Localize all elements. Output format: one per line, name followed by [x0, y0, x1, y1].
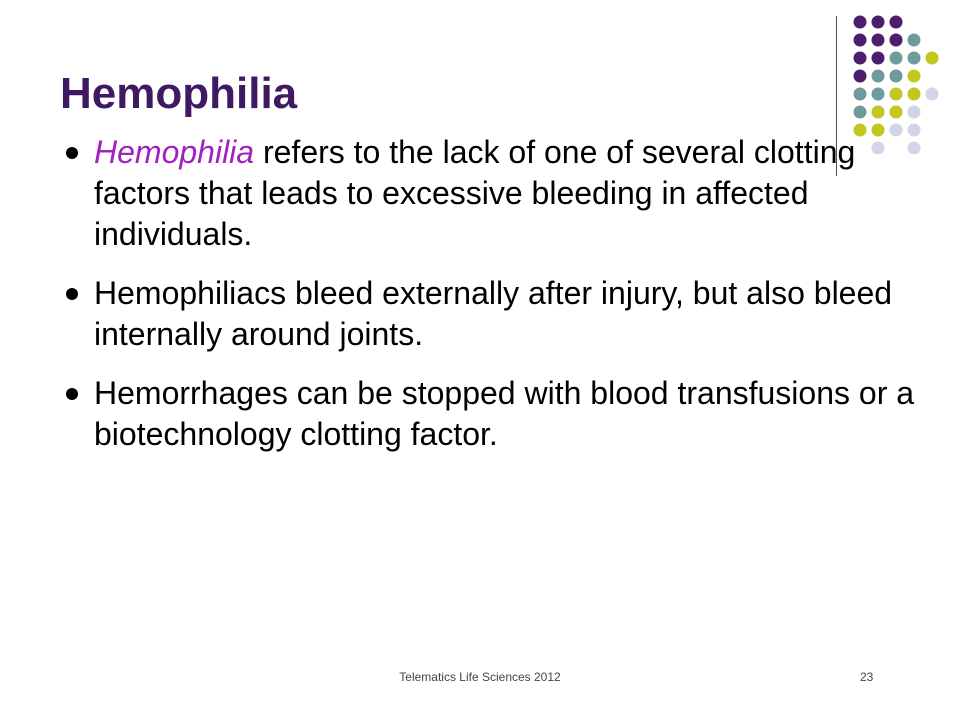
bullet-emphasis: Hemophilia: [94, 134, 255, 170]
grid-dot-purple: [854, 34, 867, 47]
grid-dot-teal: [854, 88, 867, 101]
grid-dot-olive: [908, 70, 921, 83]
grid-dot-olive: [890, 88, 903, 101]
grid-dot-lavender: [926, 88, 939, 101]
grid-dot-teal: [872, 88, 885, 101]
grid-dot-purple: [872, 34, 885, 47]
bullet-item: [60, 373, 920, 455]
bullet-item: [60, 132, 920, 255]
grid-dot-teal: [890, 70, 903, 83]
grid-dot-purple: [854, 52, 867, 65]
grid-dot-olive: [890, 106, 903, 119]
grid-dot-olive: [926, 52, 939, 65]
grid-dot-purple: [890, 16, 903, 29]
grid-dot-teal: [872, 70, 885, 83]
grid-dot-olive: [872, 106, 885, 119]
bullet-text: Hemophiliacs bleed externally after injury, but also bleed internally around joints.: [94, 275, 893, 352]
bullet-dot-icon: [66, 388, 78, 400]
grid-dot-teal: [908, 34, 921, 47]
bullet-item: [60, 273, 920, 355]
grid-dot-purple: [854, 16, 867, 29]
grid-dot-purple: [872, 52, 885, 65]
bullet-dot-icon: [66, 147, 78, 159]
footer-text: Telematics Life Sciences 2012: [399, 670, 561, 684]
grid-dot-lavender: [908, 106, 921, 119]
grid-dot-teal: [908, 52, 921, 65]
grid-dot-purple: [890, 34, 903, 47]
page-number: 23: [860, 670, 874, 684]
grid-dot-olive: [908, 88, 921, 101]
grid-dot-teal: [890, 52, 903, 65]
grid-dot-purple: [854, 70, 867, 83]
bullet-text: refers to the lack of one of several clotting factors that leads to excessive bleeding in affected individuals.: [94, 134, 856, 252]
bullet-dot-icon: [66, 288, 78, 300]
grid-dot-teal: [854, 106, 867, 119]
bullet-list: [60, 132, 920, 473]
grid-dot-purple: [872, 16, 885, 29]
slide-title: Hemophilia: [60, 69, 298, 118]
bullet-text: Hemorrhages can be stopped with blood transfusions or a biotechnology clotting factor.: [94, 375, 915, 452]
